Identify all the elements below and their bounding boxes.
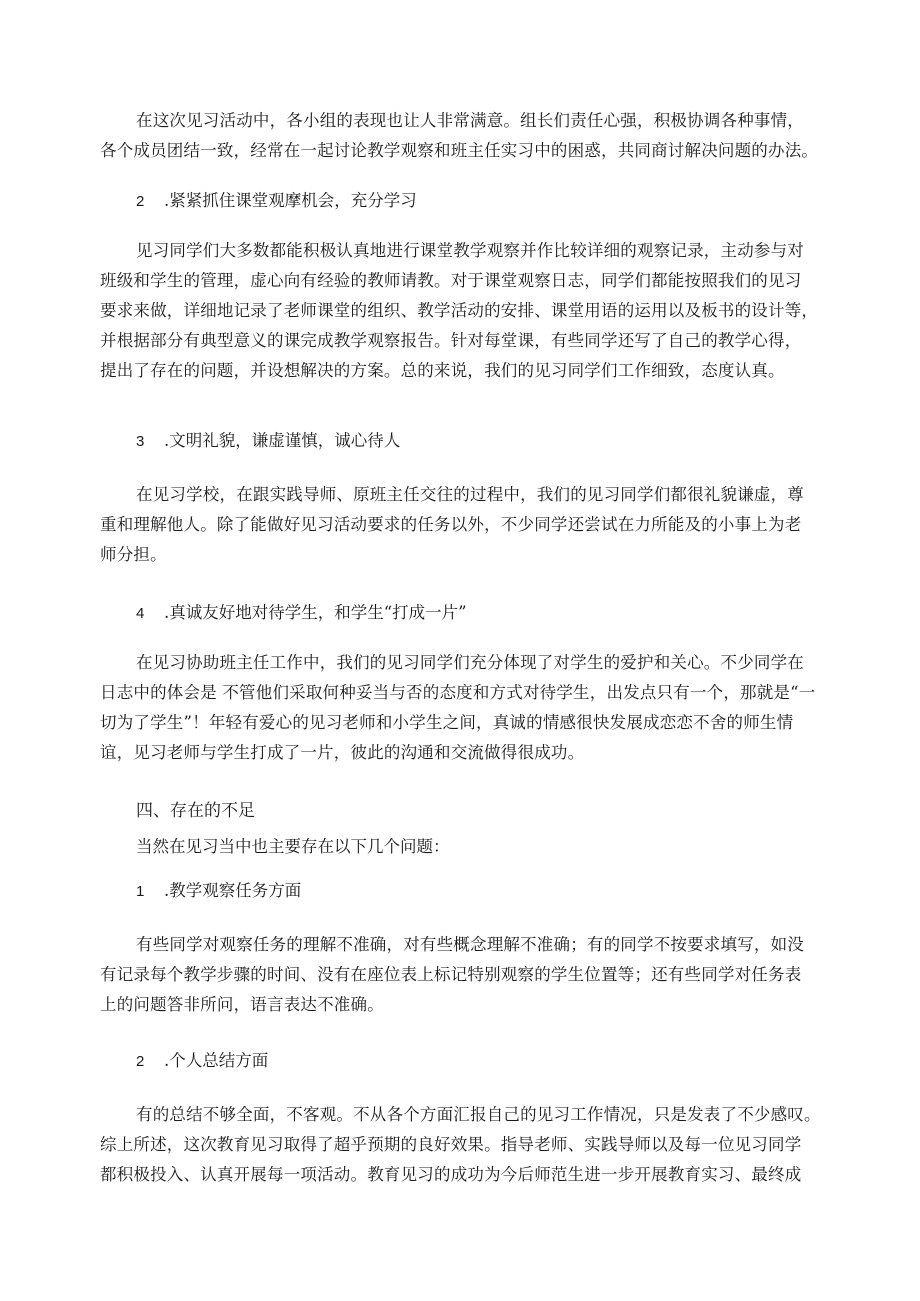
subheading-personal-summary	[136, 1046, 268, 1077]
text-line: 上的问题答非所问，语言表达不准确。	[100, 995, 384, 1014]
text-line: 综上所述，这次教育见习取得了超乎预期的良好效果。指导老师、实践导师以及每一位见习同学	[100, 1135, 802, 1154]
subheading-text: .紧紧抓住课堂观摩机会，充分学习	[164, 191, 417, 210]
list-number: 2	[136, 193, 145, 210]
text-line: 日志中的体会是 不管他们采取何种妥当与否的态度和方式对待学生，出发点只有一个，那就是“一	[100, 683, 816, 702]
subheading-observation-tasks	[136, 876, 301, 907]
text-line: 见习同学们大多数都能积极认真地进行课堂教学观察并作比较详细的观察记录，主动参与对	[136, 241, 804, 260]
paragraph-team-performance	[100, 106, 836, 166]
text-line: 都积极投入、认真开展每一项活动。教育见习的成功为今后师范生进一步开展教育实习、最终成	[100, 1165, 802, 1184]
text-line: 有的总结不够全面，不客观。不从各个方面汇报自己的见习工作情况，只是发表了不少感叹。	[136, 1105, 821, 1124]
text-line: 班级和学生的管理，虚心向有经验的教师请教。对于课堂观察日志，同学们都能按照我们的见习	[100, 271, 802, 290]
paragraph-courtesy-details	[100, 480, 836, 570]
subheading-courtesy	[136, 426, 400, 457]
list-number: 1	[136, 883, 145, 900]
subheading-text: .教学观察任务方面	[164, 881, 302, 900]
text-line: 师分担。	[100, 545, 167, 564]
text-line: 有些同学对观察任务的理解不准确，对有些概念理解不准确；有的同学不按要求填写，如没	[136, 935, 804, 954]
text-line: 各个成员团结一致，经常在一起讨论教学观察和班主任实习中的困惑，共同商讨解决问题的办法。	[100, 141, 819, 160]
section-title-shortcomings: 四、存在的不足	[136, 801, 255, 821]
text-line: 谊，见习老师与学生打成了一片，彼此的沟通和交流做得很成功。	[100, 743, 585, 762]
text-line: 并根据部分有典型意义的课完成教学观察报告。针对每堂课，有些同学还写了自己的教学心得，	[100, 331, 802, 350]
text-line: 重和理解他人。除了能做好见习活动要求的任务以外，不少同学还尝试在力所能及的小事上为老	[100, 515, 802, 534]
text-line: 在这次见习活动中，各小组的表现也让人非常满意。组长们责任心强，积极协调各种事情，	[136, 111, 804, 130]
list-number: 4	[136, 605, 145, 622]
subheading-text: .真诚友好地对待学生，和学生“打成一片”	[164, 603, 467, 622]
text-line: 有记录每个教学步骤的时间、没有在座位表上标记特别观察的学生位置等；还有些同学对任务表	[100, 965, 802, 984]
list-number: 3	[136, 433, 145, 450]
paragraph-observation-details	[100, 236, 836, 386]
subheading-text: .文明礼貌，谦虚谨慎，诚心待人	[164, 431, 401, 450]
list-number: 2	[136, 1053, 145, 1070]
paragraph-summary-problems	[100, 1100, 836, 1190]
section-intro: 当然在见习当中也主要存在以下几个问题：	[136, 837, 450, 856]
text-line: 在见习协助班主任工作中，我们的见习同学们充分体现了对学生的爱护和关心。不少同学在	[136, 653, 804, 672]
subheading-classroom-observation	[136, 186, 417, 217]
subheading-text: .个人总结方面	[164, 1051, 269, 1070]
paragraph-students-details	[100, 648, 836, 768]
text-line: 提出了存在的问题，并设想解决的方案。总的来说，我们的见习同学们工作细致，态度认真。	[100, 361, 785, 380]
text-line: 要求来做，详细地记录了老师课堂的组织、教学活动的安排、课堂用语的运用以及板书的设计等，	[100, 301, 819, 320]
text-line: 在见习学校，在跟实践导师、原班主任交往的过程中，我们的见习同学们都很礼貌谦虚，尊	[136, 485, 804, 504]
text-line: 切为了学生”！年轻有爱心的见习老师和小学生之间，真诚的情感很快发展成恋恋不舍的师生情	[100, 713, 794, 732]
subheading-students	[136, 598, 467, 629]
paragraph-task-problems	[100, 930, 836, 1020]
